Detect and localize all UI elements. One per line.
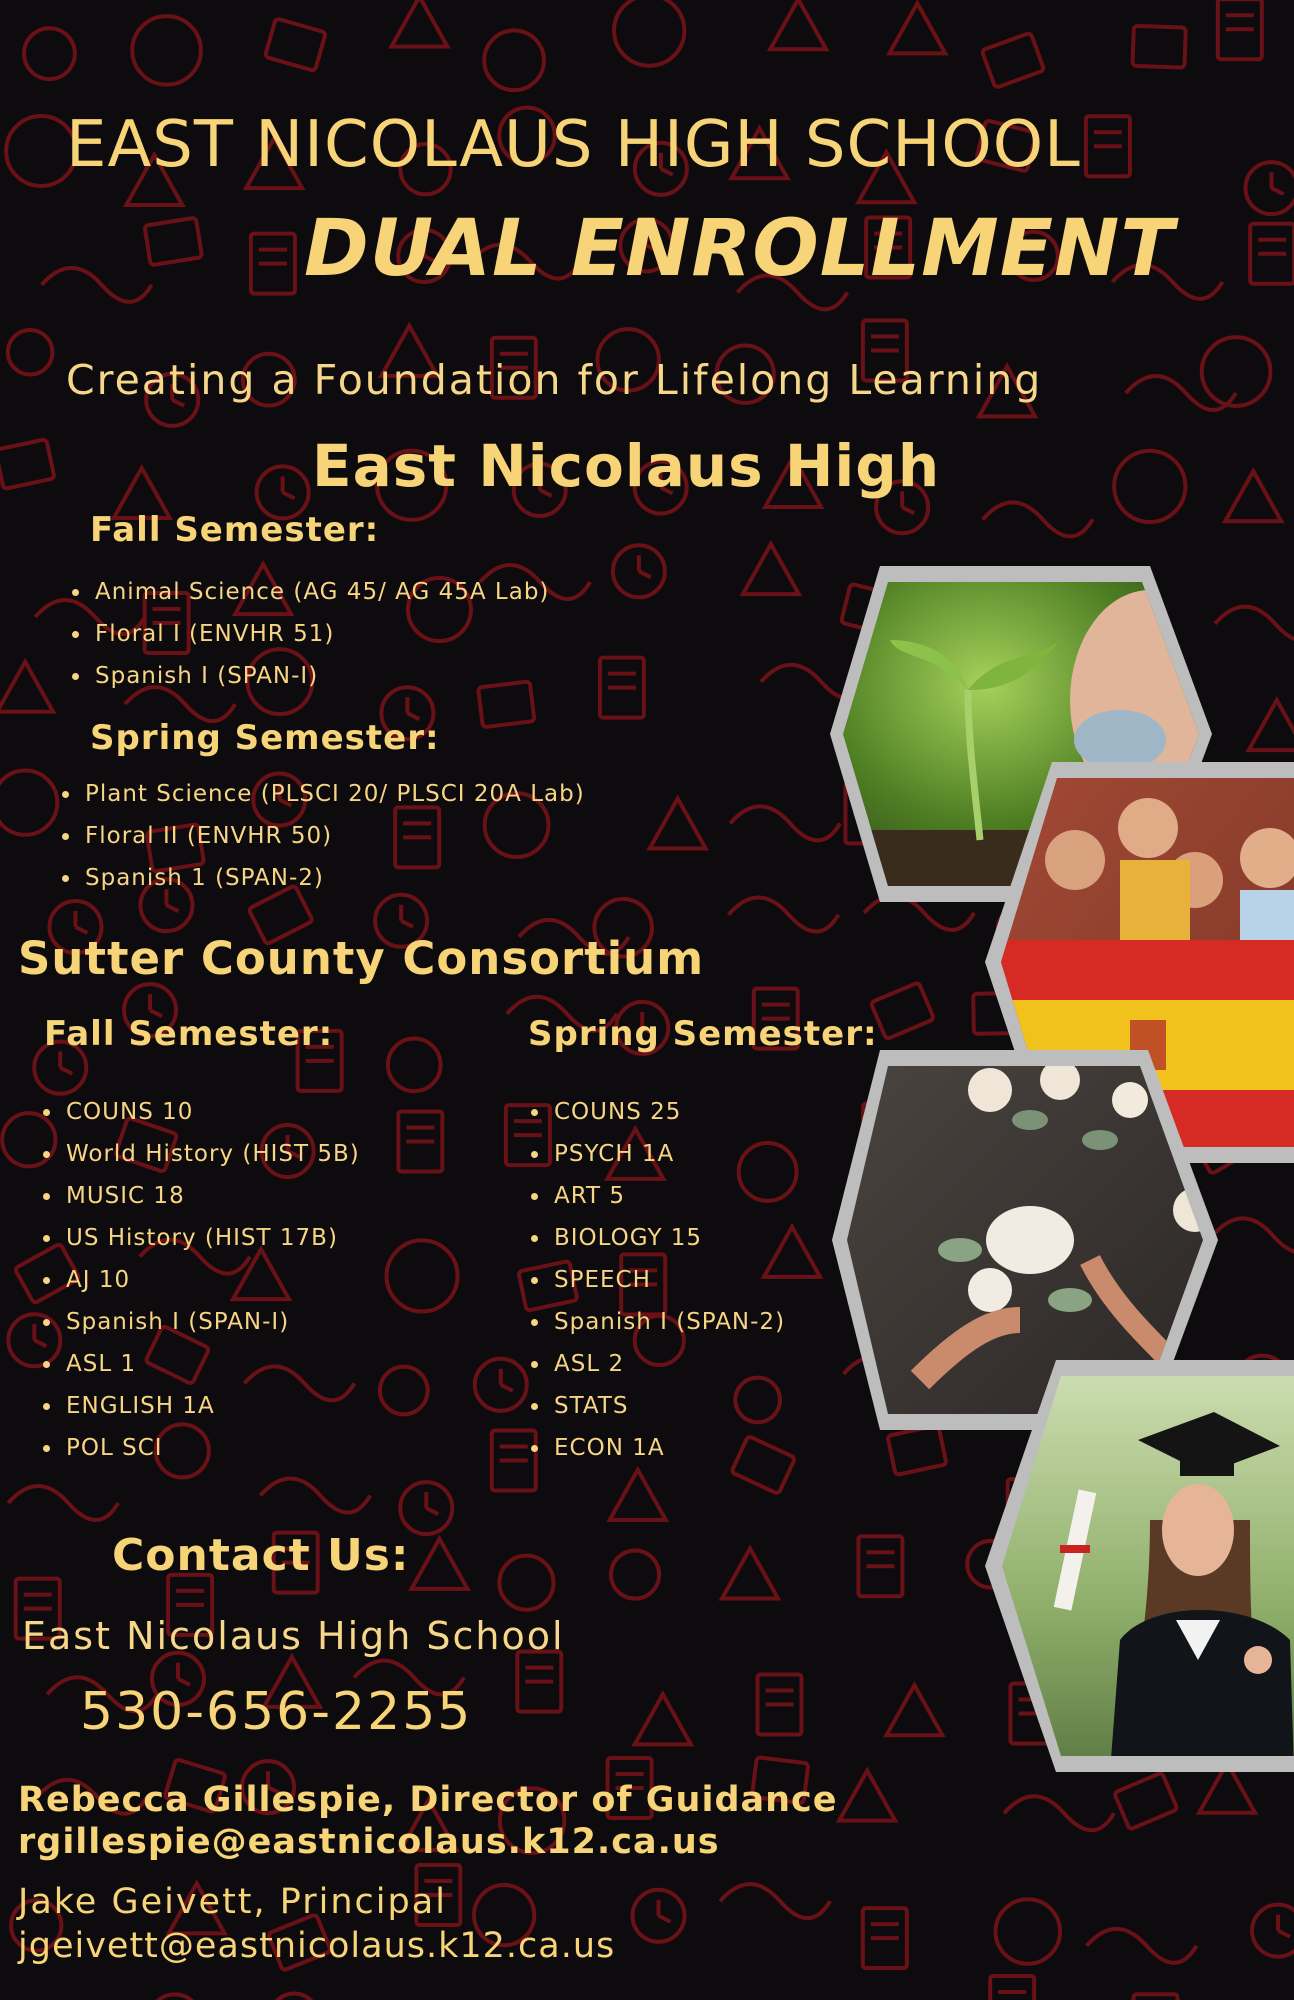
consortium-heading: Sutter County Consortium	[18, 932, 705, 985]
list-item: BIOLOGY 15	[554, 1217, 785, 1259]
contact-heading: Contact Us:	[112, 1530, 410, 1581]
list-item: Plant Science (PLSCI 20/ PLSCI 20A Lab)	[85, 773, 585, 815]
list-item: PSYCH 1A	[554, 1133, 785, 1175]
campus-heading: East Nicolaus High	[312, 432, 941, 500]
sutter-fall-heading: Fall Semester:	[44, 1014, 334, 1054]
list-item: Spanish 1 (SPAN-2)	[85, 857, 585, 899]
list-item: ENGLISH 1A	[66, 1385, 360, 1427]
list-item: US History (HIST 17B)	[66, 1217, 360, 1259]
sutter-spring-heading: Spring Semester:	[528, 1014, 878, 1054]
contact-school: East Nicolaus High School	[22, 1614, 565, 1658]
list-item: ART 5	[554, 1175, 785, 1217]
contact-email-principal[interactable]: jgeivett@eastnicolaus.k12.ca.us	[18, 1926, 616, 1966]
list-item: COUNS 25	[554, 1091, 785, 1133]
list-item: COUNS 10	[66, 1091, 360, 1133]
list-item: Spanish I (SPAN-2)	[554, 1301, 785, 1343]
enh-fall-heading: Fall Semester:	[90, 510, 380, 550]
contact-person-guidance: Rebecca Gillespie, Director of Guidance	[18, 1780, 838, 1820]
list-item: Animal Science (AG 45/ AG 45A Lab)	[95, 571, 549, 613]
program-title: DUAL ENROLLMENT	[304, 204, 1175, 294]
list-item: STATS	[554, 1385, 785, 1427]
list-item: Spanish I (SPAN-I)	[95, 655, 549, 697]
list-item: World History (HIST 5B)	[66, 1133, 360, 1175]
enh-spring-heading: Spring Semester:	[90, 718, 440, 758]
contact-person-principal: Jake Geivett, Principal	[18, 1882, 447, 1922]
list-item: ASL 1	[66, 1343, 360, 1385]
list-item: Floral II (ENVHR 50)	[85, 815, 585, 857]
list-item: ASL 2	[554, 1343, 785, 1385]
contact-phone[interactable]: 530-656-2255	[80, 1682, 473, 1742]
list-item: Floral I (ENVHR 51)	[95, 613, 549, 655]
list-item: Spanish I (SPAN-I)	[66, 1301, 360, 1343]
list-item: MUSIC 18	[66, 1175, 360, 1217]
list-item: SPEECH	[554, 1259, 785, 1301]
list-item: AJ 10	[66, 1259, 360, 1301]
tagline: Creating a Foundation for Lifelong Learning	[66, 356, 1043, 404]
contact-email-guidance[interactable]: rgillespie@eastnicolaus.k12.ca.us	[18, 1822, 720, 1862]
school-title: EAST NICOLAUS HIGH SCHOOL	[66, 108, 1081, 182]
list-item: POL SCI	[66, 1427, 360, 1469]
list-item: ECON 1A	[554, 1427, 785, 1469]
